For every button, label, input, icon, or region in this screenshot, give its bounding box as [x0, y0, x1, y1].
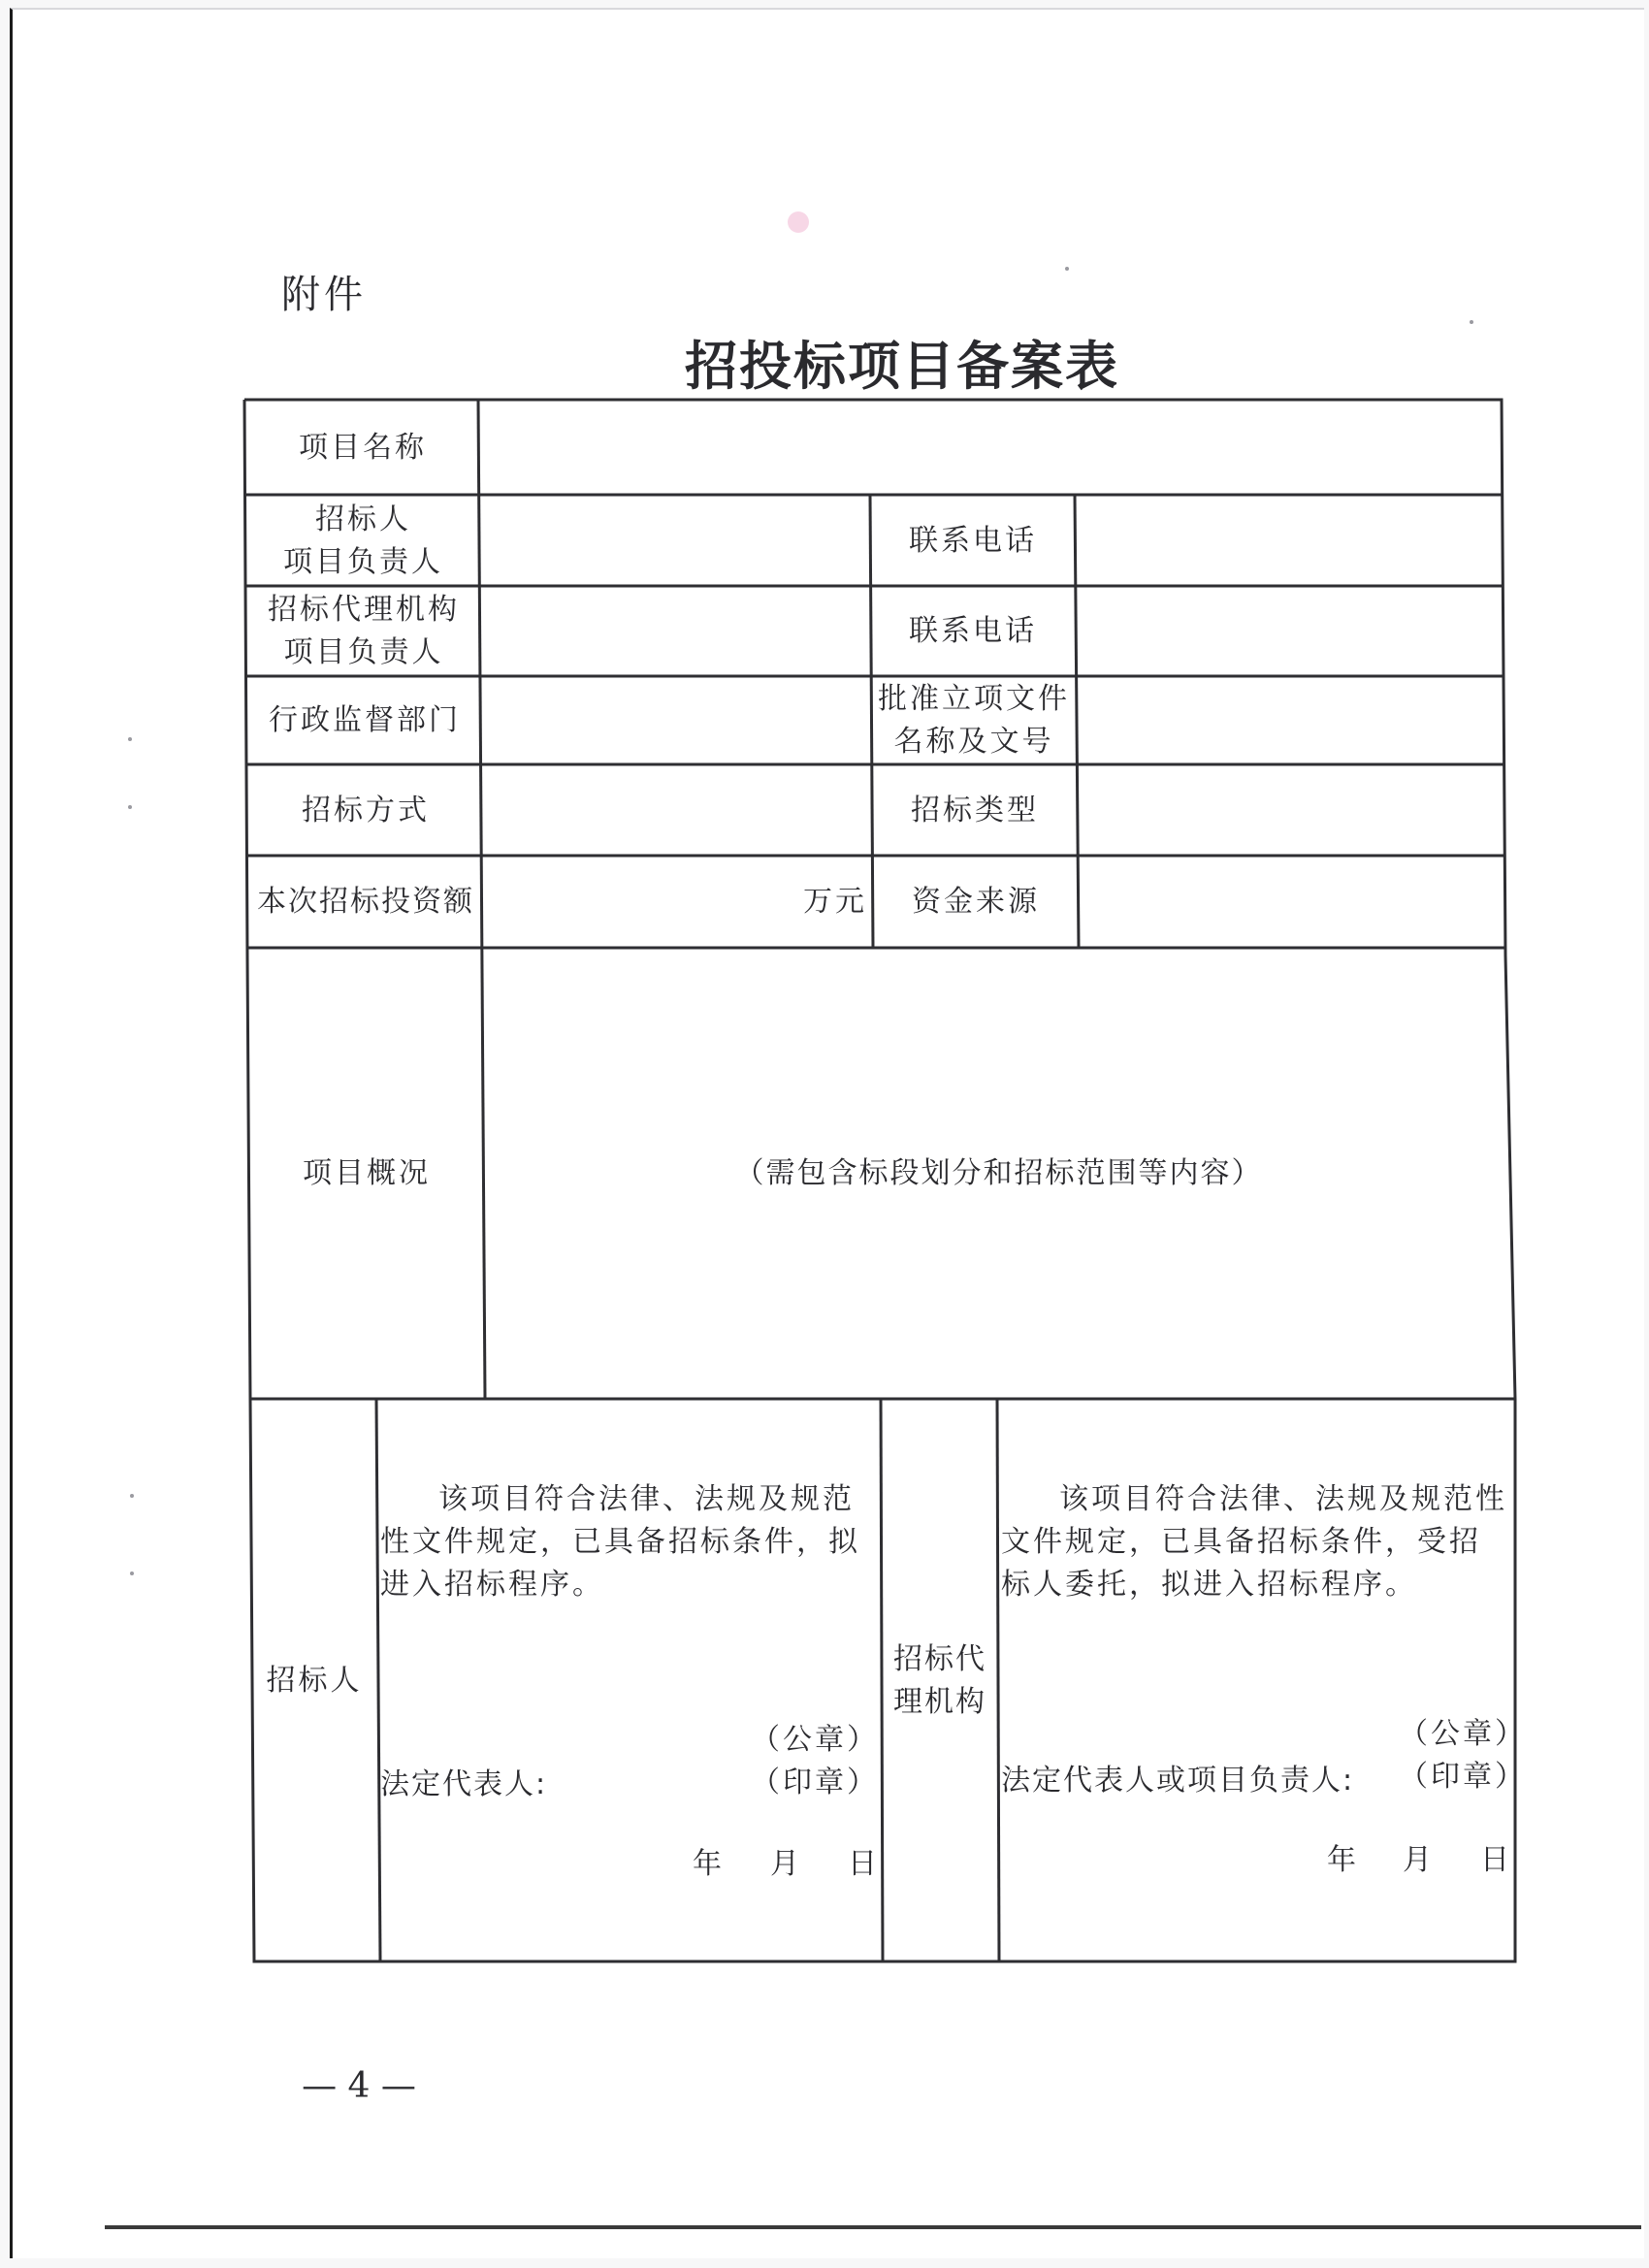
agency-sign-label: 招标代 理机构	[893, 1641, 986, 1719]
tenderer-phone-label: 联系电话	[909, 523, 1037, 558]
tenderer-sign-label: 招标人	[266, 1663, 363, 1698]
tenderer-statement: 该项目符合法律、法规及规范性文件规定，已具备招标条件，拟进入招标程序。	[380, 1482, 860, 1602]
agency-phone-label: 联系电话	[909, 614, 1037, 648]
agency-signature-seal: （印章）	[1399, 1760, 1527, 1794]
form-title: 招投标项目备案表	[685, 335, 1119, 397]
supervision-dept-label: 行政监督部门	[269, 703, 461, 737]
overview-label: 项目概况	[303, 1155, 431, 1190]
tenderer-representative: 法定代表人:	[380, 1767, 548, 1801]
tenderer-signature-seal: （印章）	[751, 1766, 879, 1799]
bidding-type-label: 招标类型	[911, 793, 1039, 827]
investment-unit: 万元	[803, 885, 867, 919]
tenderer-manager-field[interactable]	[483, 497, 869, 585]
column-divider	[997, 1399, 999, 1961]
supervision-dept-field[interactable]	[484, 678, 870, 763]
agency-manager-label: 招标代理机构 项目负责人	[268, 593, 460, 669]
agency-representative: 法定代表人或项目负责人:	[1001, 1764, 1355, 1798]
agency-manager-field[interactable]	[483, 588, 869, 675]
investment-field[interactable]	[485, 858, 871, 947]
fund-source-field[interactable]	[1081, 858, 1504, 947]
tenderer-date-day: 日	[848, 1847, 880, 1881]
agency-statement: 该项目符合法律、法规及规范性文件规定，已具备招标条件，受招标人委托，拟进入招标程序。	[1001, 1482, 1507, 1602]
project-name-label: 项目名称	[299, 430, 427, 465]
agency-phone-field[interactable]	[1077, 588, 1501, 675]
bidding-method-field[interactable]	[485, 766, 871, 855]
fund-source-label: 资金来源	[912, 885, 1040, 919]
tenderer-sign-area[interactable]	[380, 1401, 879, 1960]
agency-sign-area[interactable]	[1001, 1401, 1527, 1960]
tenderer-phone-field[interactable]	[1077, 497, 1501, 585]
approval-doc-field[interactable]	[1079, 678, 1502, 763]
approval-doc-label: 批准立项文件 名称及文号	[878, 682, 1070, 759]
bidding-method-label: 招标方式	[302, 793, 430, 827]
overview-hint: （需包含标段划分和招标范围等内容）	[734, 1155, 1263, 1190]
agency-date-month: 月	[1403, 1843, 1435, 1877]
agency-date-year: 年	[1327, 1843, 1359, 1877]
annex-label: 附件	[281, 273, 367, 317]
overview-field[interactable]	[487, 950, 1510, 1397]
tenderer-official-seal: （公章）	[751, 1723, 879, 1757]
project-name-field[interactable]	[483, 402, 1500, 494]
tenderer-manager-label: 招标人 项目负责人	[283, 502, 443, 579]
tenderer-date-year: 年	[693, 1847, 725, 1881]
page-number: — 4 —	[302, 2066, 416, 2106]
investment-label: 本次招标投资额	[257, 885, 474, 919]
agency-date-day: 日	[1480, 1843, 1512, 1877]
tenderer-date-month: 月	[770, 1847, 802, 1881]
bidding-type-field[interactable]	[1080, 766, 1503, 855]
agency-official-seal: （公章）	[1399, 1717, 1527, 1751]
